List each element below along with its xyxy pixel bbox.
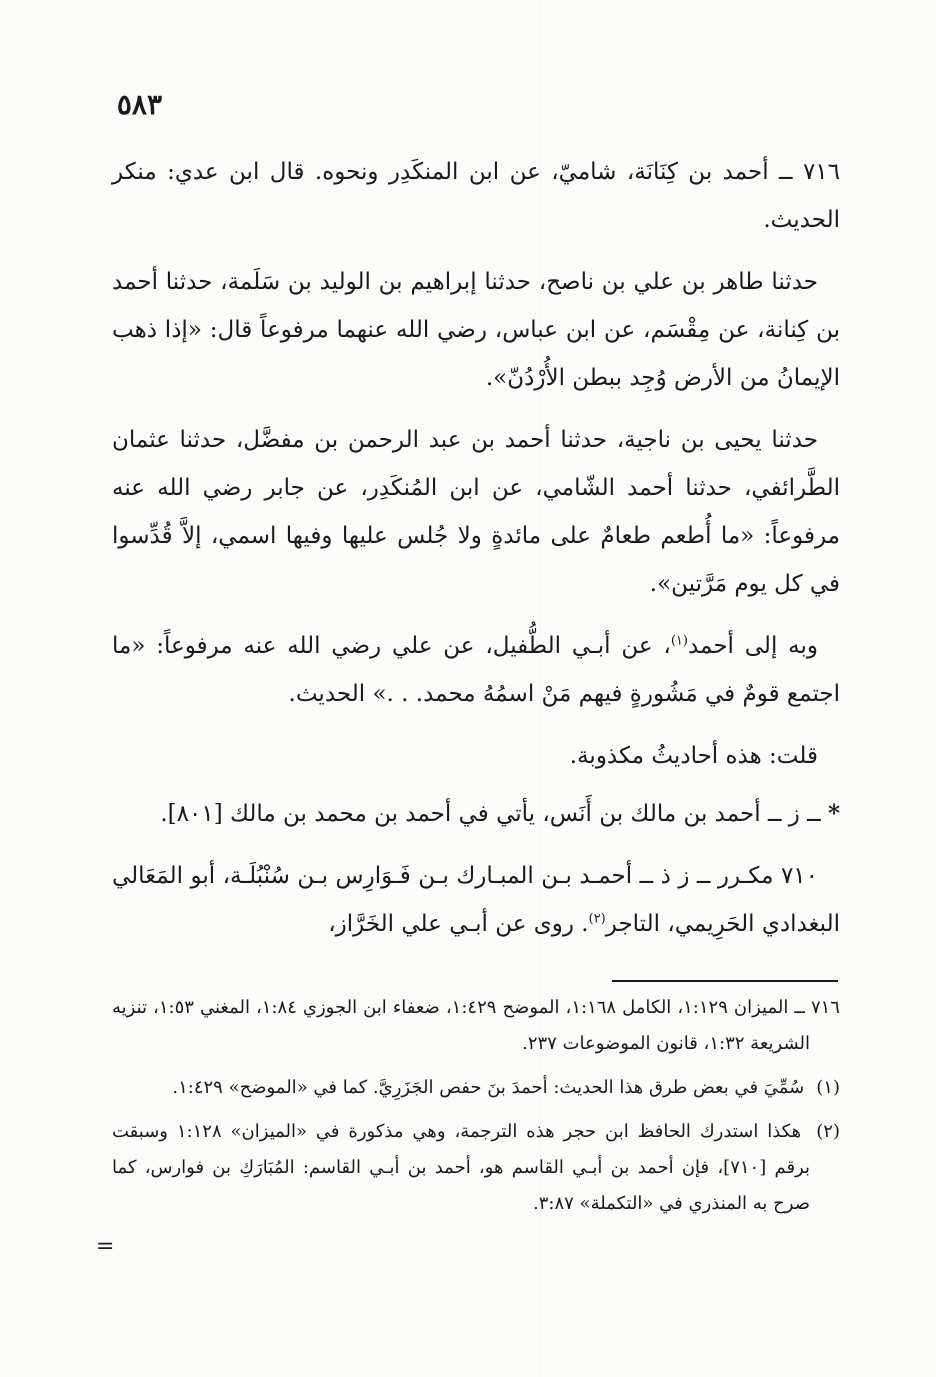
hadith-3-text-start: وبه إلى أحمد	[687, 633, 818, 659]
entry-716-heading: ٧١٦ ــ أحمد بن كِنَانَة، شاميّ، عن ابن المنكَدِر ونحوه. قال ابن عدي: منكر الحديث.	[112, 159, 840, 233]
footnote-ref-2[interactable]: (٢)	[588, 911, 606, 927]
footnote-1-text: سُمِّيَ في بعض طرق هذا الحديث: أحمدَ بنَ حفص الجَزَرِيَّ. كما في «الموضح» ١:٤٢٩.	[172, 1077, 805, 1098]
footnote-1	[112, 1070, 840, 1106]
footnote-sources-text: ٧١٦ ــ الميزان ١:١٢٩، الكامل ١:١٦٨، الموضح ١:٤٢٩، ضعفاء ابن الجوزي ١:٨٤، المغني ١:٥٣، تنزيه الشريعة ١:٣٢، قانون الموضوعات ٢٣٧.	[112, 997, 840, 1054]
author-comment: قلت: هذه أحاديثُ مكذوبة.	[569, 743, 818, 769]
cross-reference-entry	[112, 790, 840, 838]
footnote-1-label: (١)	[816, 1077, 840, 1098]
footnotes-section	[112, 990, 840, 1230]
footnote-2-label: (٢)	[816, 1121, 840, 1142]
asterisk-marker: *	[827, 800, 840, 827]
footnote-ref-1[interactable]: (١)	[670, 633, 688, 649]
entry-710-text-start: ٧١٠ مكـرر ــ ز ذ ــ أحمـد بـن المبـارك بـن فَـوَارِس بـن سُنْبُلَـة، أبو المَعَالي البغدادي الحَرِيمي، التاجر	[112, 863, 840, 937]
page-number: ٥٨٣	[116, 88, 162, 121]
entry-710-repeat	[112, 852, 840, 948]
hadith-paragraph-2: حدثنا يحيى بن ناجية، حدثنا أحمد بن عبد الرحمن بن مفضَّل، حدثنا عثمان الطَّرائفي، حدثنا أحمد الشّامي، عن ابن المُنكَدِر، عن جابر رضي الله عنه مرفوعاً: «ما أُطعم طعامٌ على مائدةٍ ولا جُلس عليها وفيها اسمي، إلاَّ قُدِّسوا في كل يوم مَرَّتين».	[112, 427, 840, 597]
entry-710-text-end: . روى عن أبـي علي الخَرَّاز،	[328, 911, 589, 937]
hadith-3-text-end: ، عن أبـي الطُّفيل، عن علي رضي الله عنه مرفوعاً: «ما اجتمع قومٌ في مَشُورةٍ فيهم مَنْ اسمُهُ محمد. . .» الحديث.	[112, 633, 840, 707]
footnote-2-text: هكذا استدرك الحافظ ابن حجر هذه الترجمة، وهي مذكورة في «الميزان» ١:١٢٨ وسبقت برقم [٧١٠]، فإن أحمد بن أبـي القاسم هو، أحمد بن أبـي القاسم: المُبَارَكِ بن فوارس، كما صرح به المنذري في «التكملة» ٣:٨٧.	[112, 1121, 810, 1214]
cross-reference-text: ــ ز ــ أحمد بن مالك بن أَنَس، يأتي في أحمد بن محمد بن مالك [٨٠١].	[160, 801, 821, 827]
hadith-paragraph-3	[112, 622, 840, 718]
footnote-sources-716	[112, 990, 840, 1062]
footnote-2	[112, 1114, 840, 1222]
hadith-paragraph-1: حدثنا طاهر بن علي بن ناصح، حدثنا إبراهيم بن الوليد بن سَلَمة، حدثنا أحمد بن كِنانة، عن مِقْسَم، عن ابن عباس، رضي الله عنهما مرفوعاً قال: «إذا ذهب الإيمانُ من الأرض وُجِد ببطن الأُرْدُنّ».	[112, 269, 840, 391]
continuation-mark: =	[96, 1234, 115, 1259]
main-text-body	[112, 148, 840, 962]
footnote-separator	[612, 980, 838, 982]
